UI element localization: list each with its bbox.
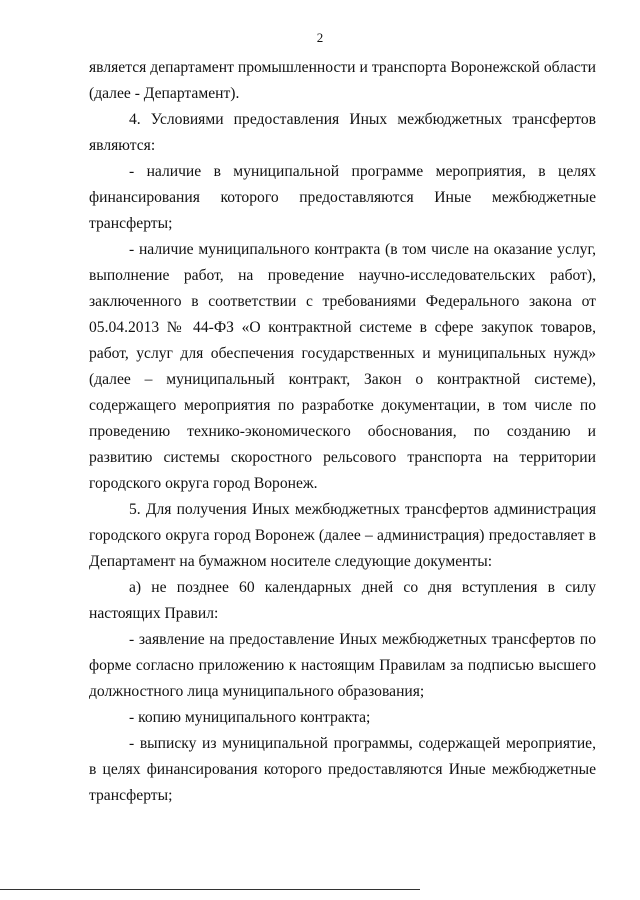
paragraph-condition-contract: - наличие муниципального контракта (в том числе на оказание услуг, выполнение работ, на проведение научно-исследовательских работ), заключенного в соответствии с требованиями Федерального закона от 05.04.2013 № 44-ФЗ «О контрактной системе в сфере закупок товаров, работ, услуг для обеспечения государственных и муниципальных нужд» (далее – муниципальный контракт, Закон о контрактной системе), содержащего мероприятия по разработке документации, в том числе по проведению технико-экономического обоснования, по созданию и развитию системы скоростного рельсового транспорта на территории городского округа город Воронеж.	[89, 241, 596, 492]
paragraph-condition-program: - наличие в муниципальной программе мероприятия, в целях финансирования которого предоставляются Иные межбюджетные трансферты;	[89, 163, 596, 232]
paragraph-doc-program-extract: - выписку из муниципальной программы, содержащей мероприятие, в целях финансирования которого предоставляются Иные межбюджетные трансферты;	[89, 735, 596, 804]
bottom-divider	[0, 889, 420, 890]
paragraph-doc-application: - заявление на предоставление Иных межбюджетных трансфертов по форме согласно приложению к настоящим Правилам за подписью высшего должностного лица муниципального образования;	[89, 631, 596, 700]
paragraph-doc-contract-copy: - копию муниципального контракта;	[129, 709, 371, 726]
page-number: 2	[316, 30, 324, 45]
paragraph-continuation: является департамент промышленности и транспорта Воронежской области (далее - Департамент).	[89, 59, 596, 102]
paragraph-item-5: 5. Для получения Иных межбюджетных трансфертов администрация городского округа город Воронеж (далее – администрация) предоставляет в Департамент на бумажном носителе следующие документы:	[89, 501, 596, 570]
document-body	[89, 55, 596, 809]
paragraph-item-4: 4. Условиями предоставления Иных межбюджетных трансфертов являются:	[89, 111, 596, 154]
paragraph-subitem-a: а) не позднее 60 календарных дней со дня вступления в силу настоящих Правил:	[89, 579, 596, 622]
